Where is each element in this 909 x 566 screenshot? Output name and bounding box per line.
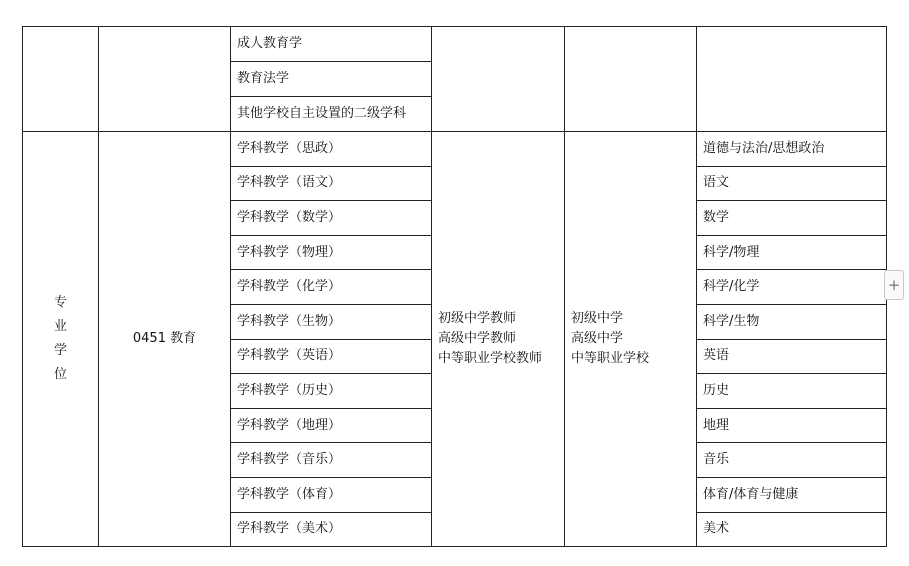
subject-cell: 教育法学	[231, 62, 432, 97]
teaching-subject-cell: 语文	[697, 166, 887, 201]
teaching-subject-cell: 科学/化学	[697, 270, 887, 305]
school-level: 高级中学	[571, 331, 624, 347]
direction-cell: 学科教学（思政）	[231, 132, 432, 167]
expand-button[interactable]	[884, 270, 904, 300]
teaching-subject-cell-top	[697, 27, 887, 132]
direction-cell: 学科教学（生物）	[231, 304, 432, 339]
direction-cell: 学科教学（音乐）	[231, 443, 432, 478]
teaching-subject-cell: 地理	[697, 408, 887, 443]
school-level-cell-top	[565, 27, 697, 132]
direction-cell: 学科教学（数学）	[231, 201, 432, 236]
discipline-cell-top	[99, 27, 231, 132]
direction-cell: 学科教学（英语）	[231, 339, 432, 374]
direction-cell: 学科教学（体育）	[231, 477, 432, 512]
teaching-subject-cell: 道德与法治/思想政治	[697, 132, 887, 167]
teaching-subject-cell: 美术	[697, 512, 887, 547]
teaching-subject-cell: 体育/体育与健康	[697, 477, 887, 512]
subject-cell: 其他学校自主设置的二级学科	[231, 97, 432, 132]
teacher-type: 中等职业学校教师	[438, 351, 543, 367]
teacher-type: 初级中学教师	[438, 311, 517, 327]
category-char: 专	[53, 295, 67, 311]
discipline-cell: 0451 教育	[99, 132, 231, 547]
school-level: 初级中学	[571, 311, 624, 327]
direction-cell: 学科教学（语文）	[231, 166, 432, 201]
plus-icon: +	[887, 276, 901, 294]
teacher-type-cell	[432, 132, 565, 547]
category-cell-top	[23, 27, 99, 132]
degree-category-cell	[23, 132, 99, 547]
table-row	[23, 27, 887, 62]
teaching-subject-cell: 科学/物理	[697, 235, 887, 270]
education-table	[22, 26, 887, 547]
category-char: 学	[53, 343, 67, 359]
school-level: 中等职业学校	[571, 351, 650, 367]
direction-cell: 学科教学（美术）	[231, 512, 432, 547]
teaching-subject-cell: 音乐	[697, 443, 887, 478]
category-char: 业	[53, 319, 67, 335]
teaching-subject-cell: 科学/生物	[697, 304, 887, 339]
category-char: 位	[53, 367, 67, 383]
school-level-cell	[565, 132, 697, 547]
direction-cell: 学科教学（历史）	[231, 374, 432, 409]
teacher-type: 高级中学教师	[438, 331, 517, 347]
direction-cell: 学科教学（地理）	[231, 408, 432, 443]
direction-cell: 学科教学（物理）	[231, 235, 432, 270]
direction-cell: 学科教学（化学）	[231, 270, 432, 305]
table-row	[23, 132, 887, 167]
teaching-subject-cell: 历史	[697, 374, 887, 409]
teacher-type-cell-top	[432, 27, 565, 132]
teaching-subject-cell: 英语	[697, 339, 887, 374]
subject-cell: 成人教育学	[231, 27, 432, 62]
teaching-subject-cell: 数学	[697, 201, 887, 236]
